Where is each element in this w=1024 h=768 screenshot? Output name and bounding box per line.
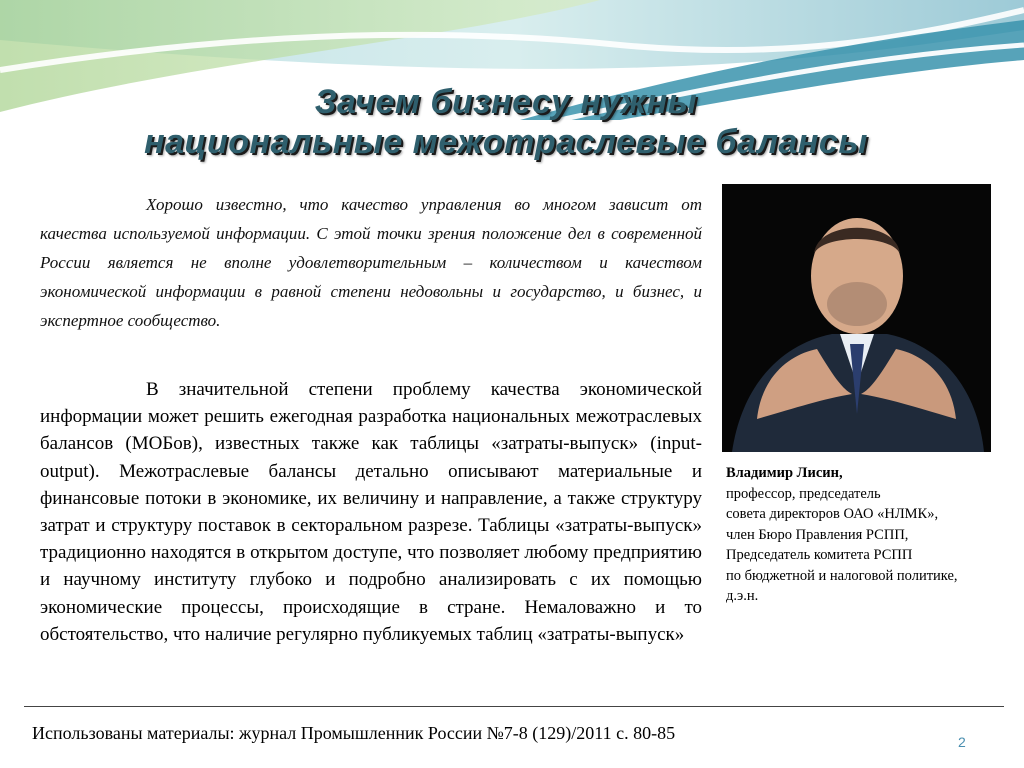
slide-title <box>0 82 1012 162</box>
source-note: Использованы материалы: журнал Промышленник России №7-8 (129)/2011 с. 80-85 <box>32 723 676 743</box>
title-line-2: национальные межотраслевые балансы <box>144 123 868 161</box>
caption-name: Владимир Лисин, <box>726 465 843 481</box>
caption-line: совета директоров ОАО «НЛМК», <box>726 506 939 522</box>
caption-line: профессор, председатель <box>726 485 881 502</box>
page-number: 2 <box>958 734 966 750</box>
caption-line: Председатель комитета РСПП <box>726 547 913 563</box>
portrait-illustration <box>722 184 991 452</box>
portrait-caption <box>726 463 1016 607</box>
main-paragraph-text: В значительной степени проблему качества экономической информации может решить ежегодная разработка национальных межотраслевых балансов (МОБов), известных также как таблицы «затраты-выпуск» (input-output). Межотраслевые балансы детально описывают материальные и финансовые потоки в экономике, их величину и направление, а также структуру затрат и структуру поставок в секторальном разрезе. Таблицы «затраты-выпуск» традиционно находятся в открытом доступе, что позволяет любому предприятию и научному институту глубоко и подробно анализировать с их помощью экономические процессы, происходящие в стране. Немаловажно и то обстоятельство, что наличие регулярно публикуемых таблиц «затраты-выпуск» <box>40 379 702 645</box>
caption-line: д.э.н. <box>726 588 759 604</box>
caption-line: член Бюро Правления РСПП, <box>726 526 909 543</box>
title-line-1: Зачем бизнесу нужны <box>314 83 698 121</box>
portrait-photo <box>722 184 991 452</box>
intro-paragraph <box>40 190 702 335</box>
intro-paragraph-text: Хорошо известно, что качество управления во многом зависит от качества используемой информации. С этой точки зрения положение дел в современной России является не вполне удовлетворительным – количеством и качеством экономической информации в равной степени недовольны и государство, и бизнес, и экспертное сообщество. <box>40 195 702 330</box>
caption-line: по бюджетной и налоговой политике, <box>726 567 958 584</box>
footer-divider <box>24 706 1004 707</box>
main-paragraph <box>40 376 702 648</box>
